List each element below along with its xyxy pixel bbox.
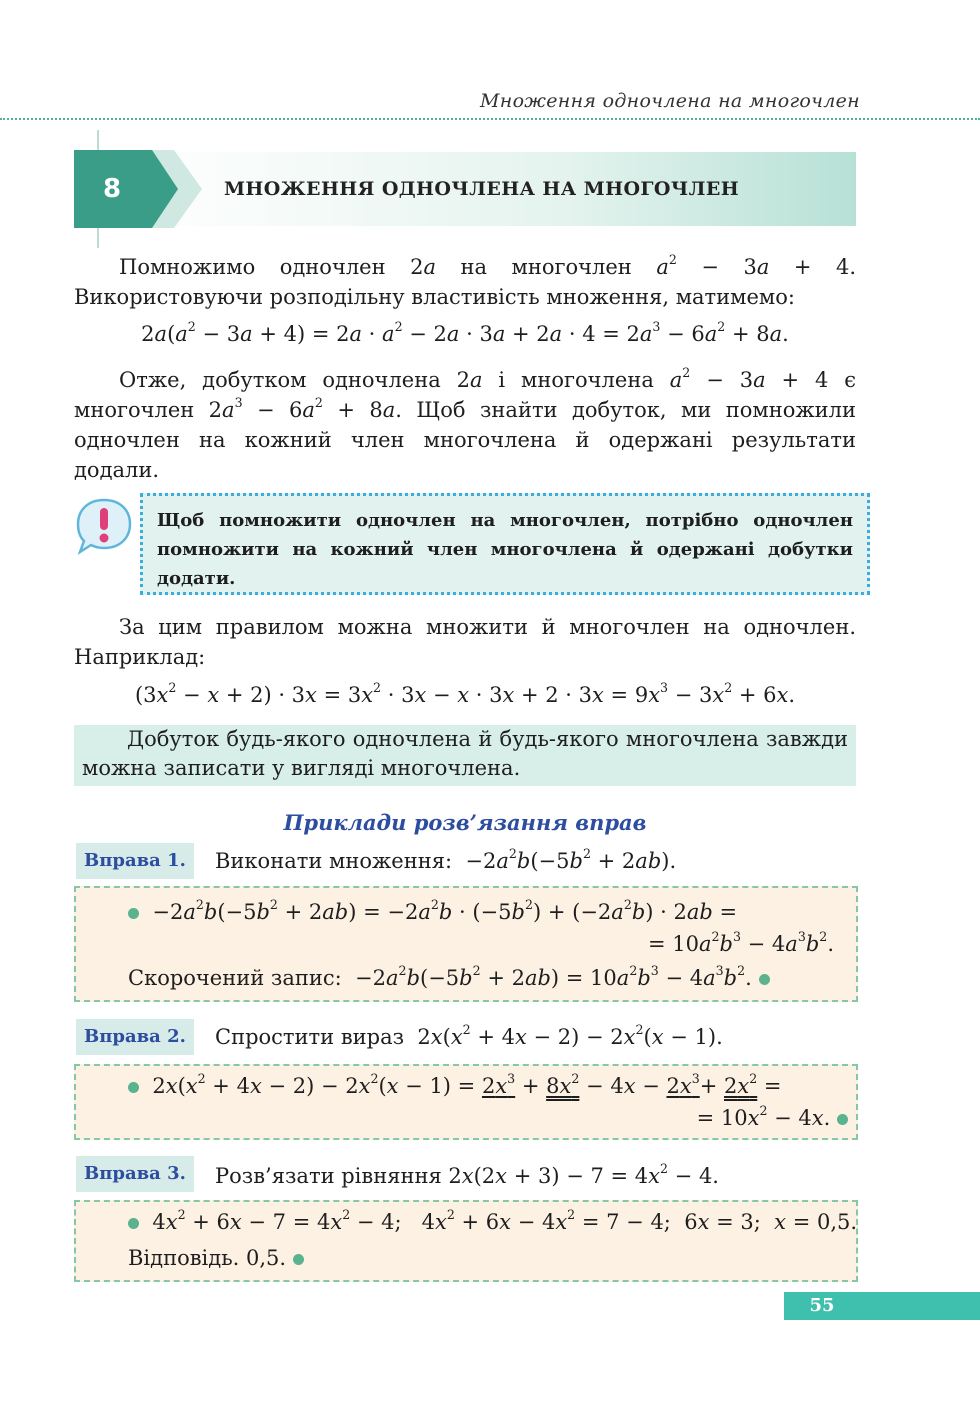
header-divider (0, 118, 980, 120)
rule-text: Щоб помножити одночлен на многочлен, потрібно одночлен помножити на кожний член многочлена й одержані добутки додати. (157, 510, 853, 589)
section-banner (74, 150, 856, 228)
page-number-bar (784, 1292, 980, 1320)
solution-2-line-1: $2x(x^2 + 4x - 2) - 2x^2(x - 1) = 2x^3 + 8x^2 - 4x - 2x^3+ 2x^2$ = (128, 1074, 782, 1098)
exercise-3-solution (74, 1200, 858, 1282)
solution-1-line-2: = $10a^2b^3 - 4a^3b^2$. (647, 929, 834, 956)
solution-1-short-record: Скорочений запис: $-2a^2b(-5b^2 + 2ab) = 10a^2b^3 - 4a^3b^2$. (128, 966, 770, 990)
exercise-3-task-text: Розв’язати рівняння (215, 1164, 442, 1188)
exercise-1-task: Виконати множення: $-2a^2b(-5b^2 + 2ab)$. (215, 846, 677, 873)
answer-text: Відповідь. 0,5. (128, 1246, 287, 1270)
solution-3-answer (128, 1246, 304, 1270)
exclamation-speech-bubble-icon (74, 496, 134, 556)
end-dot-icon (293, 1254, 304, 1265)
intro-paragraph: Помножимо одночлен 2a на многочлен $a^2 - 3a + 4$. Використовуючи розподільну властивість множення, матимемо: (74, 252, 857, 309)
exercise-3-task: Розв’язати рівняння $2x(2x + 3) - 7 = 4x^2 - 4$. (215, 1161, 719, 1188)
formula-expansion-1: $2a(a^2 - 3a + 4) = 2a \cdot a^2 - 2a \cdot 3a + 2a \cdot 4 = 2a^3 - 6a^2 + 8a$. (141, 319, 789, 346)
short-record-label: Скорочений запис: (128, 966, 342, 990)
note-text: Добуток будь-якого одночлена й будь-якого многочлена завжди можна записати у вигляді многочлена. (82, 727, 848, 780)
exercise-2-task: Спростити вираз $2x(x^2 + 4x - 2) - 2x^2(x - 1)$. (215, 1022, 723, 1049)
solution-3-line-1: $4x^2 + 6x - 7 = 4x^2 - 4$; $4x^2 + 6x - 4x^2 = 7 - 4$; 6x = 3; x = 0,5. (128, 1210, 857, 1234)
exercise-1-task-text: Виконати множення: (215, 849, 453, 873)
note-box (74, 725, 856, 786)
bullet-dot-icon (128, 1082, 139, 1093)
exercise-2-task-text: Спростити вираз (215, 1025, 405, 1049)
end-dot-icon (837, 1114, 848, 1125)
rule-application-paragraph: За цим правилом можна множити й многочлен на одночлен. Наприклад: (74, 615, 856, 669)
rule-box (140, 493, 870, 595)
formula-example-2: $(3x^2 - x + 2) \cdot 3x = 3x^2 \cdot 3x - x \cdot 3x + 2 \cdot 3x = 9x^3 - 3x^2 + 6x$. (134, 680, 796, 707)
exercise-2-label: Вправа 2. (76, 1019, 194, 1055)
section-title: МНОЖЕННЯ ОДНОЧЛЕНА НА МНОГОЧЛЕН (224, 178, 740, 200)
exercise-1-solution (74, 886, 858, 1002)
solution-1-line-1: $-2a^2b(-5b^2 + 2ab) = -2a^2b \cdot (-5b^2) + (-2a^2b) \cdot 2ab$ = (128, 900, 737, 924)
exercise-2-solution (74, 1064, 858, 1140)
running-header: Множення одночлена на многочлен (480, 90, 860, 112)
exercise-1-label: Вправа 1. (76, 843, 194, 879)
bullet-dot-icon (128, 1218, 139, 1229)
exercise-3-label: Вправа 3. (76, 1156, 194, 1192)
examples-heading: Приклади розв’язання вправ (283, 810, 647, 835)
section-number: 8 (102, 174, 122, 204)
explanation-paragraph: Отже, добутком одночлена 2a і многочлена $a^2 - 3a + 4$ є многочлен $2a^3 - 6a^2 + 8a$. Щоб знайти добуток, ми помножили одночлен на кожний член многочлена й одержані результати додали. (74, 365, 857, 482)
end-dot-icon (759, 974, 770, 985)
page-number: 55 (809, 1295, 835, 1316)
bullet-dot-icon (128, 908, 139, 919)
solution-2-line-2: = $10x^2 - 4x$. (697, 1106, 848, 1130)
